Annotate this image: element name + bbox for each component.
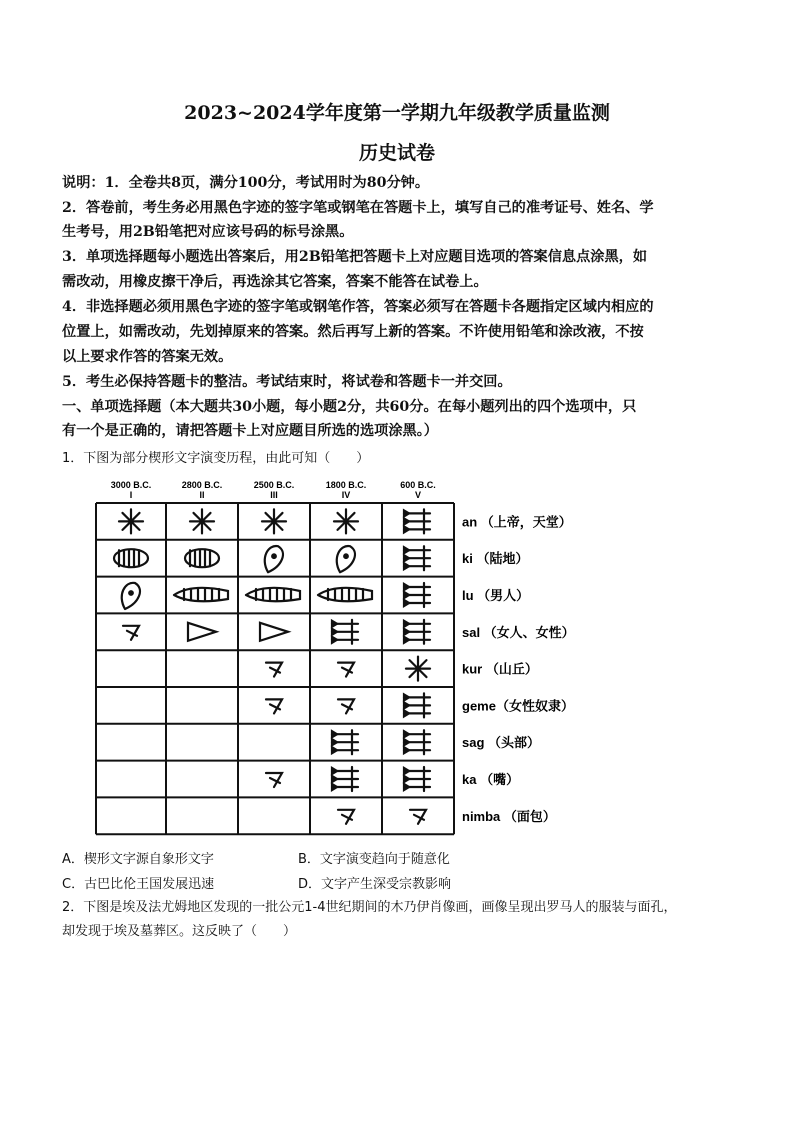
cuneiform-glyph (188, 623, 216, 641)
date-label: 1800 B.C. (325, 480, 367, 490)
glyph-wedge (404, 637, 409, 643)
glyph-wedge (332, 621, 337, 627)
glyph-wedge (404, 731, 409, 737)
glyph-wedge (332, 747, 337, 753)
row-meaning-label: lu （男人） (462, 588, 530, 603)
glyph-wedge (404, 776, 409, 782)
cuneiform-glyph (266, 773, 282, 787)
cuneiform-glyph (337, 546, 355, 572)
cuneiform-evolution-figure (88, 476, 628, 842)
cuneiform-glyph (334, 509, 358, 533)
glyph-wedge (404, 600, 409, 606)
row-meaning-label: geme（女性奴隶） (462, 698, 574, 714)
glyph-wedge (404, 702, 409, 708)
cuneiform-glyph (410, 810, 426, 824)
glyph-wedge (332, 637, 337, 643)
section-heading-line-2: 有一个是正确的，请把答题卡上对应题目所选的选项涂黑。） (62, 423, 438, 439)
glyph-dot (272, 554, 276, 558)
cuneiform-glyph (338, 663, 354, 677)
period-label: V (414, 490, 422, 500)
cuneiform-glyph (404, 583, 430, 607)
cuneiform-glyph (265, 546, 283, 572)
glyph-wedge (404, 747, 409, 753)
glyph-head (265, 546, 283, 572)
cuneiform-glyph (332, 620, 358, 644)
glyph-wedge (332, 768, 337, 774)
instruction-line-1: 说明：1．全卷共8页，满分100分，考试用时为80分钟。 (62, 175, 430, 191)
cuneiform-glyph (123, 626, 139, 640)
cuneiform-glyph (406, 657, 430, 681)
instruction-line-5: 需改动，用橡皮擦干净后，再选涂其它答案，答案不能答在试卷上。 (62, 274, 488, 290)
cuneiform-glyph (338, 810, 354, 824)
instruction-line-8: 以上要求作答的答案无效。 (62, 349, 233, 365)
cuneiform-glyph (404, 767, 430, 791)
glyph-wedge (404, 555, 409, 561)
date-label: 2500 B.C. (253, 480, 295, 490)
cuneiform-glyph (174, 588, 228, 601)
instruction-line-2: 2．答卷前，考生务必用黑色字迹的签字笔或钢笔在答题卡上，填写自己的准考证号、姓名、学 (62, 200, 654, 216)
question-2-stem-line-2: 却发现于埃及墓葬区。这反映了（ ） (62, 924, 297, 939)
cuneiform-glyph (318, 588, 372, 601)
cuneiform-glyph (119, 509, 143, 533)
glyph-triangle (260, 623, 288, 641)
cuneiform-glyph (338, 699, 354, 713)
period-label: II (199, 490, 205, 500)
question-2-stem-line-1: 2．下图是埃及法尤姆地区发现的一批公元1-4世纪期间的木乃伊肖像画，画像呈现出罗马人的服装与面孔， (62, 900, 677, 915)
exam-subject: 历史试卷 (358, 142, 435, 164)
instruction-line-7: 位置上，如需改动，先划掉原来的答案。然后再写上新的答案。不许使用铅笔和涂改液，不按 (62, 324, 644, 340)
glyph-wedge (404, 563, 409, 569)
glyph-wedge (332, 731, 337, 737)
glyph-triangle (188, 623, 216, 641)
glyph-wedge (404, 784, 409, 790)
row-meaning-label: sag （头部） (462, 735, 541, 751)
cuneiform-glyph (246, 588, 300, 601)
section-heading-line-1: 一、单项选择题（本大题共30小题，每小题2分，共60分。在每小题列出的四个选项中，只 (62, 399, 637, 415)
glyph-head (122, 583, 140, 609)
instruction-line-6: 4．非选择题必须用黑色字迹的签字笔或钢笔作答，答案必须写在答题卡各题指定区域内相应的 (62, 299, 654, 315)
glyph-dot (129, 591, 133, 595)
cuneiform-glyph (404, 693, 430, 717)
period-label: IV (341, 490, 351, 500)
glyph-wedge (404, 526, 409, 532)
glyph-wedge (332, 784, 337, 790)
cuneiform-glyph (185, 549, 219, 567)
date-label: 2800 B.C. (181, 480, 223, 490)
option-d[interactable]: D．文字产生深受宗教影响 (298, 877, 452, 892)
cuneiform-glyph (114, 549, 148, 567)
instruction-line-3: 生考号，用2B铅笔把对应该号码的标号涂黑。 (62, 224, 354, 240)
glyph-head (337, 546, 355, 572)
cuneiform-glyph (190, 509, 214, 533)
row-meaning-label: nimba （面包） (462, 808, 556, 824)
cuneiform-glyph (404, 730, 430, 754)
row-meaning-label: kur （山丘） (462, 661, 538, 677)
row-meaning-label: ki （陆地） (462, 551, 529, 567)
row-meaning-label: sal （女人、女性） (462, 624, 575, 640)
date-label: 600 B.C. (400, 480, 436, 490)
glyph-wedge (404, 547, 409, 553)
cuneiform-glyph (404, 509, 430, 533)
cuneiform-glyph (122, 583, 140, 609)
glyph-wedge (404, 768, 409, 774)
glyph-wedge (404, 584, 409, 590)
glyph-wedge (404, 592, 409, 598)
cuneiform-glyph (404, 546, 430, 570)
cuneiform-glyph (262, 509, 286, 533)
glyph-wedge (404, 510, 409, 516)
glyph-wedge (404, 694, 409, 700)
cuneiform-glyph (332, 730, 358, 754)
period-label: III (270, 490, 278, 500)
glyph-dot (344, 554, 348, 558)
instruction-line-9: 5．考生必保持答题卡的整洁。考试结束时，将试卷和答题卡一并交回。 (62, 374, 512, 390)
glyph-wedge (404, 739, 409, 745)
glyph-wedge (404, 621, 409, 627)
date-label: 3000 B.C. (110, 480, 152, 490)
cuneiform-glyph (266, 699, 282, 713)
glyph-wedge (332, 629, 337, 635)
glyph-wedge (332, 739, 337, 745)
row-meaning-label: an （上帝，天堂） (462, 514, 572, 530)
instruction-line-4: 3．单项选择题每小题选出答案后，用2B铅笔把答题卡上对应题目选项的答案信息点涂黑，如 (62, 249, 648, 265)
cuneiform-glyph (260, 623, 288, 641)
cuneiform-glyph (404, 620, 430, 644)
option-b[interactable]: B．文字演变趋向于随意化 (298, 852, 450, 867)
glyph-wedge (404, 518, 409, 524)
glyph-wedge (404, 629, 409, 635)
glyph-wedge (332, 776, 337, 782)
option-a[interactable]: A．楔形文字源自象形文字 (62, 852, 214, 867)
cuneiform-glyph (332, 767, 358, 791)
period-label: I (129, 490, 133, 500)
cuneiform-glyph (266, 663, 282, 677)
glyph-wedge (404, 710, 409, 716)
exam-title: 2023~2024学年度第一学期九年级教学质量监测 (184, 102, 610, 124)
question-1-stem: 1．下图为部分楔形文字演变历程，由此可知（ ） (62, 451, 370, 466)
row-meaning-label: ka （嘴） (462, 772, 520, 787)
option-c[interactable]: C．古巴比伦王国发展迅速 (62, 877, 215, 892)
